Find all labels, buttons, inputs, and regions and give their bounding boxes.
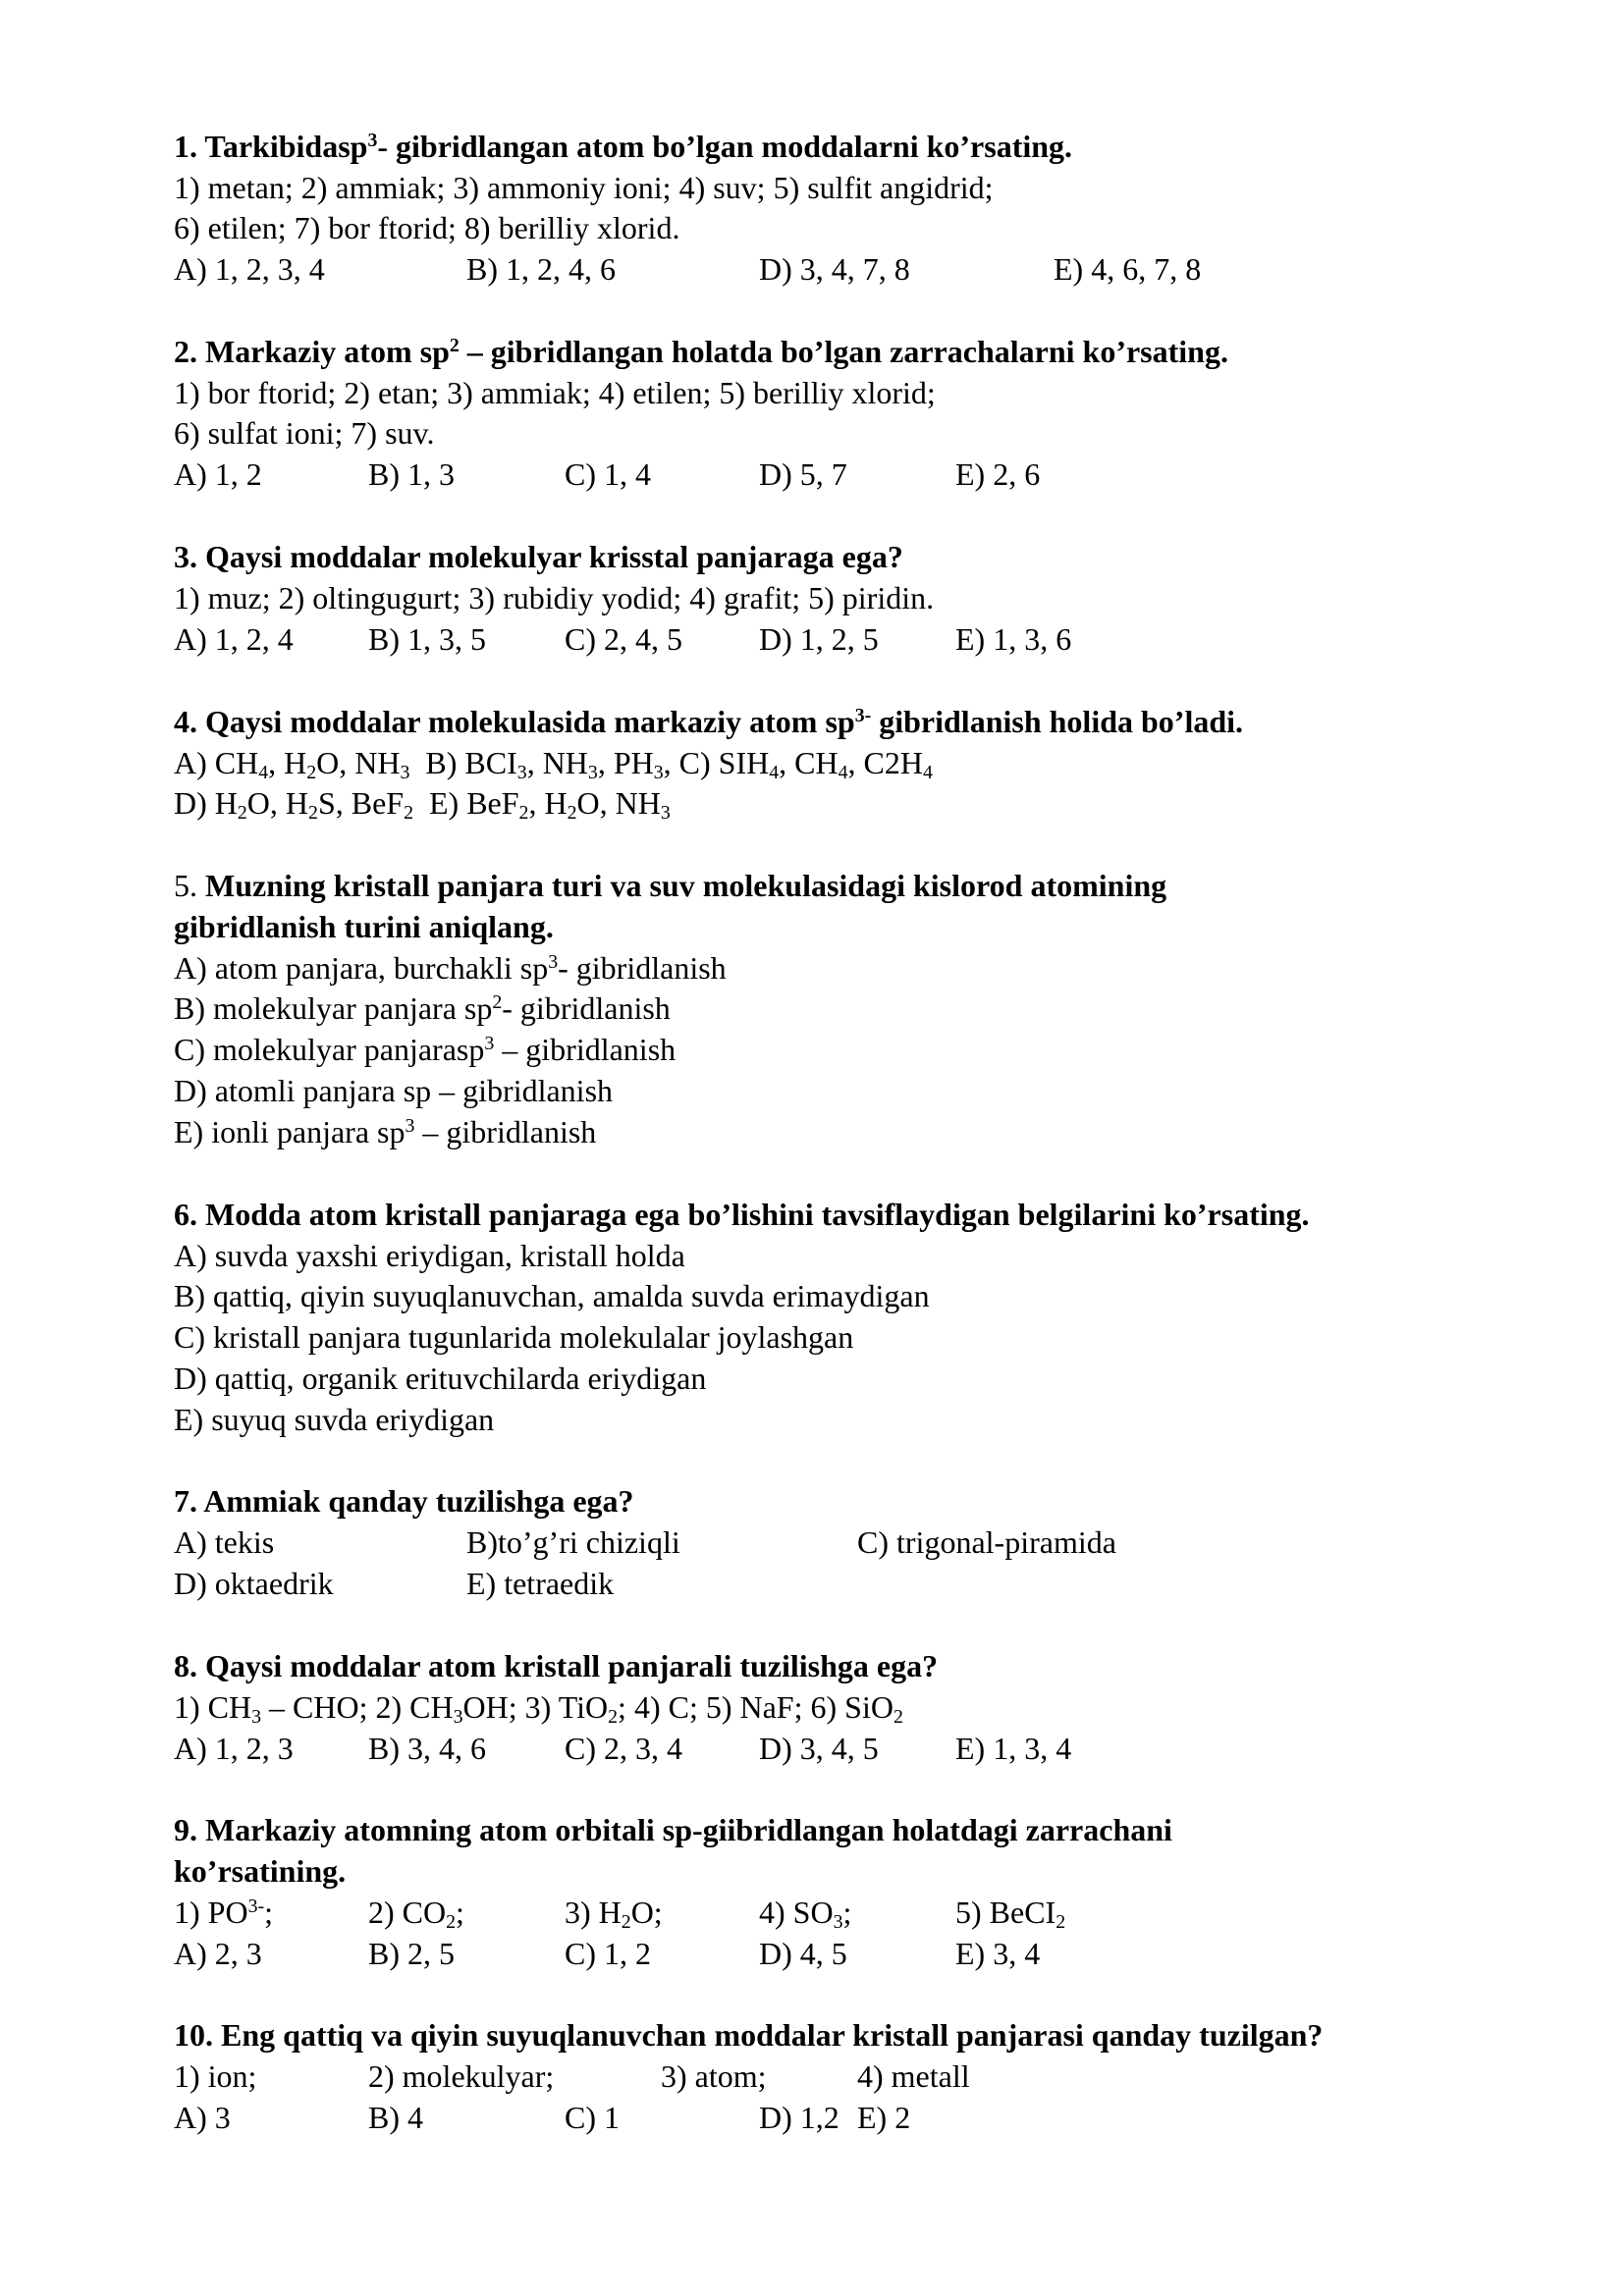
q2-options bbox=[174, 454, 1450, 495]
q10-options bbox=[174, 2097, 1450, 2138]
q6-option-c[interactable]: C) kristall panjara tugunlarida molekulalar joylashgan bbox=[174, 1319, 854, 1355]
q8-items-line-1: 1) $CH_3$ – CHO; 2) $CH_3OH$; 3) TiO$_2$; 4) C; 5) NaF; 6) SiO$_2$ bbox=[174, 1689, 903, 1728]
q3-option-b[interactable]: B) 1, 3, 5 bbox=[368, 621, 486, 657]
q6-option-a[interactable]: A) suvda yaxshi eriydigan, kristall holda bbox=[174, 1238, 685, 1273]
q3-option-a[interactable]: A) 1, 2, 4 bbox=[174, 621, 294, 657]
q7-options-line-2 bbox=[174, 1563, 1450, 1604]
q9-item-3: 3) $H_2O$; bbox=[565, 1895, 663, 1933]
q8-option-d[interactable]: D) 3, 4, 5 bbox=[759, 1731, 879, 1766]
q4-option-c[interactable]: C) $SIH_4$, $CH_4$, $C2H_4$ bbox=[678, 745, 933, 783]
q6-title: 6. Modda atom kristall panjaraga ega bo’lishini tavsiflaydigan belgilarini ko’rsating. bbox=[174, 1197, 1310, 1232]
q10-option-b[interactable]: B) 4 bbox=[368, 2100, 423, 2135]
q5-option-b[interactable]: B) molekulyar panjara $sp^2-$ gibridlanish bbox=[174, 990, 671, 1026]
q7-option-b[interactable]: B)to’g’ri chiziqli bbox=[466, 1524, 680, 1560]
q10-items bbox=[174, 2056, 1450, 2097]
q3-option-d[interactable]: D) 1, 2, 5 bbox=[759, 621, 879, 657]
q9-options bbox=[174, 1933, 1450, 1974]
q1-option-d[interactable]: D) 3, 4, 7, 8 bbox=[759, 251, 910, 287]
q9-item-5: 5) BeCI$_2$ bbox=[955, 1895, 1066, 1933]
q8-option-e[interactable]: E) 1, 3, 4 bbox=[955, 1731, 1072, 1766]
q7-options-line-1 bbox=[174, 1522, 1450, 1563]
q5-option-a[interactable]: A) atom panjara, burchakli $sp^3-$ gibridlanish bbox=[174, 950, 727, 986]
q5-title-cont: gibridlanish turini aniqlang. bbox=[174, 909, 554, 944]
q10-item-3: 3) atom; bbox=[661, 2058, 767, 2094]
q5-option-d[interactable]: D) atomli panjara sp – gibridlanish bbox=[174, 1073, 614, 1108]
q9-option-e[interactable]: E) 3, 4 bbox=[955, 1936, 1041, 1971]
q9-title: 9. Markaziy atomning atom orbitali sp-giibridlangan holatdagi zarrachani bbox=[174, 1812, 1172, 1847]
q7-option-c[interactable]: C) trigonal-piramida bbox=[857, 1524, 1116, 1560]
q2-option-d[interactable]: D) 5, 7 bbox=[759, 456, 847, 492]
q5-option-c[interactable]: C) molekulyar panjarasp$^3$ – gibridlanish bbox=[174, 1032, 677, 1067]
q1-options bbox=[174, 248, 1450, 290]
q1-items-line-1: 1) metan; 2) ammiak; 3) ammoniy ioni; 4) suv; 5) sulfit angidrid; bbox=[174, 170, 994, 205]
q10-item-2: 2) molekulyar; bbox=[368, 2058, 555, 2094]
q1-title: 1. Tarkibidasp$^3$- gibridlangan atom bo’lgan moddalarni ko’rsating. bbox=[174, 129, 1073, 164]
q4-option-b[interactable]: B) $BCI_3$, $NH_3$, $PH_3$, bbox=[425, 745, 672, 783]
q7-option-d[interactable]: D) oktaedrik bbox=[174, 1566, 334, 1601]
q9-item-1: 1) $PO^{3-}$; bbox=[174, 1895, 273, 1930]
q1-items-line-2: 6) etilen; 7) bor ftorid; 8) berilliy xlorid. bbox=[174, 210, 680, 245]
q8-title: 8. Qaysi moddalar atom kristall panjarali tuzilishga ega? bbox=[174, 1648, 939, 1683]
q3-options bbox=[174, 618, 1450, 660]
q7-option-a[interactable]: A) tekis bbox=[174, 1524, 275, 1560]
q10-item-4: 4) metall bbox=[857, 2058, 970, 2094]
q2-option-c[interactable]: C) 1, 4 bbox=[565, 456, 651, 492]
q9-items bbox=[174, 1892, 1450, 1933]
q9-title-cont: ko’rsatining. bbox=[174, 1853, 347, 1889]
q2-items-line-2: 6) sulfat ioni; 7) suv. bbox=[174, 415, 435, 451]
q10-option-a[interactable]: A) 3 bbox=[174, 2100, 231, 2135]
q8-option-b[interactable]: B) 3, 4, 6 bbox=[368, 1731, 486, 1766]
q5-title: 5. Muzning kristall panjara turi va suv molekulasidagi kislorod atomining bbox=[174, 868, 1167, 903]
q1-option-b[interactable]: B) 1, 2, 4, 6 bbox=[466, 251, 616, 287]
q3-title: 3. Qaysi moddalar molekulyar krisstal panjaraga ega? bbox=[174, 539, 903, 574]
q3-option-c[interactable]: C) 2, 4, 5 bbox=[565, 621, 682, 657]
q6-option-d[interactable]: D) qattiq, organik erituvchilarda eriydigan bbox=[174, 1361, 707, 1396]
q4-title: 4. Qaysi moddalar molekulasida markaziy atom $sp^{3-}$ gibridlanish holida bo’ladi. bbox=[174, 704, 1244, 739]
q7-title: 7. Ammiak qanday tuzilishga ega? bbox=[174, 1483, 634, 1519]
q8-option-a[interactable]: A) 1, 2, 3 bbox=[174, 1731, 294, 1766]
q4-option-d[interactable]: D) $H_2O$, $H_2S$, BeF$_2$ bbox=[174, 785, 413, 824]
q4-options-line-1 bbox=[174, 742, 933, 783]
q2-option-b[interactable]: B) 1, 3 bbox=[368, 456, 455, 492]
q4-option-a[interactable]: A) $CH_4$, $H_2O$, $NH_3$ bbox=[174, 745, 410, 783]
q6-option-b[interactable]: B) qattiq, qiyin suyuqlanuvchan, amalda suvda erimaydigan bbox=[174, 1278, 930, 1313]
q1-option-e[interactable]: E) 4, 6, 7, 8 bbox=[1054, 251, 1202, 287]
q10-option-c[interactable]: C) 1 bbox=[565, 2100, 620, 2135]
q7-option-e[interactable]: E) tetraedik bbox=[466, 1566, 615, 1601]
q9-option-d[interactable]: D) 4, 5 bbox=[759, 1936, 847, 1971]
q5-option-e[interactable]: E) ionli panjara $sp^3$ – gibridlanish bbox=[174, 1114, 597, 1149]
q9-item-4: 4) $SO_3$; bbox=[759, 1895, 852, 1933]
q9-item-2: 2) $CO_2$; bbox=[368, 1895, 464, 1933]
q2-items-line-1: 1) bor ftorid; 2) etan; 3) ammiak; 4) etilen; 5) berilliy xlorid; bbox=[174, 375, 936, 410]
q3-option-e[interactable]: E) 1, 3, 6 bbox=[955, 621, 1072, 657]
q2-title: 2. Markaziy atom $sp^2$ – gibridlangan holatda bo’lgan zarrachalarni ko’rsating. bbox=[174, 334, 1228, 369]
q8-options bbox=[174, 1728, 1450, 1769]
q3-items-line-1: 1) muz; 2) oltingugurt; 3) rubidiy yodid; 4) grafit; 5) piridin. bbox=[174, 580, 935, 615]
q10-item-1: 1) ion; bbox=[174, 2058, 257, 2094]
q4-options-line-2 bbox=[174, 782, 671, 824]
q9-option-a[interactable]: A) 2, 3 bbox=[174, 1936, 262, 1971]
q9-option-c[interactable]: C) 1, 2 bbox=[565, 1936, 651, 1971]
q10-title: 10. Eng qattiq va qiyin suyuqlanuvchan moddalar kristall panjarasi qanday tuzilgan? bbox=[174, 2017, 1324, 2053]
q10-option-e[interactable]: E) 2 bbox=[857, 2100, 911, 2135]
q4-option-e[interactable]: E) BeF$_2$, $H_2O$, $NH_3$ bbox=[429, 785, 671, 824]
q2-option-e[interactable]: E) 2, 6 bbox=[955, 456, 1041, 492]
q6-option-e[interactable]: E) suyuq suvda eriydigan bbox=[174, 1402, 495, 1437]
q2-option-a[interactable]: A) 1, 2 bbox=[174, 456, 262, 492]
q10-option-d[interactable]: D) 1,2 bbox=[759, 2100, 839, 2135]
q1-option-a[interactable]: A) 1, 2, 3, 4 bbox=[174, 251, 325, 287]
q9-option-b[interactable]: B) 2, 5 bbox=[368, 1936, 455, 1971]
q8-option-c[interactable]: C) 2, 3, 4 bbox=[565, 1731, 682, 1766]
